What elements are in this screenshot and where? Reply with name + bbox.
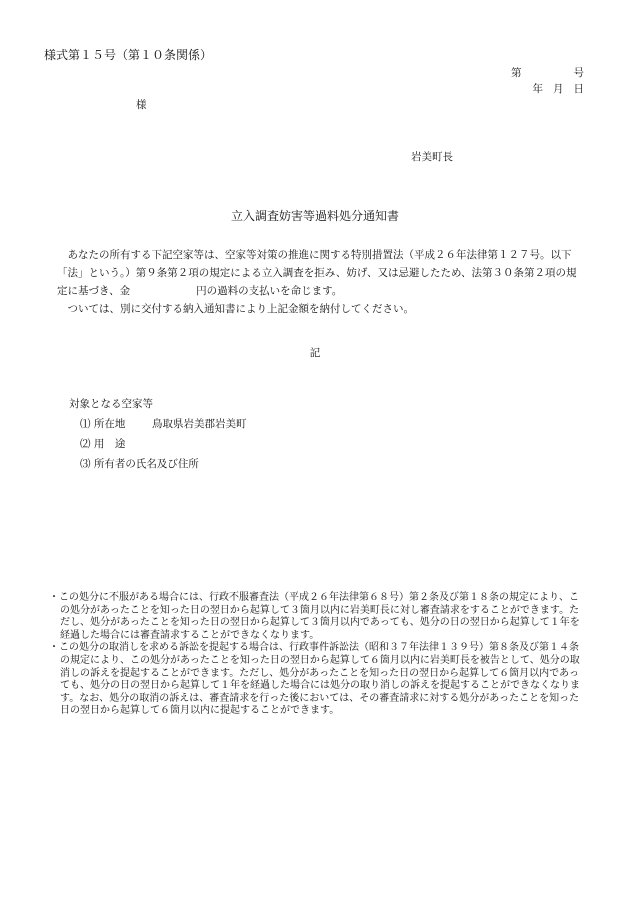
form-number: 様式第１５号（第１０条関係） xyxy=(44,48,213,62)
item-label: ⑵ 用 途 xyxy=(80,438,126,450)
note-administrative-appeal: ・この処分に不服がある場合には、行政不服審査法（平成２６年法律第６８号）第２条及び第１８条の規定により、この処分があったことを知った日の翌日から起算して３箇月以内に岩美町長に対し審査請求をすることができます。ただし、処分があったことを知った日の翌日から起算して３箇月以内であっても、処分の日の翌日から起算して１年を経過した場合には審査請求することができなくなります。 xyxy=(49,592,580,641)
issuer: 岩美町長 xyxy=(411,151,453,163)
note-litigation: ・この処分の取消しを求める訴訟を提起する場合は、行政事件訴訟法（昭和３７年法律１３９号）第８条及び第１４条の規定により、この処分があったことを知った日の翌日から起算して６箇月以内に岩美町長を被告として、処分の取消しの訴えを提起することができます。ただし、処分があったことを知った日の翌日から起算して６箇月以内であっても、処分の日の翌日から起算して１年を経過した場合には処分の取り消しの訴えを提起することができなくなります。なお、処分の取消の訴えは、審査請求を行った後においては、その審査請求に対する処分があったことを知った日の翌日から起算して６箇月以内に提起することができます。 xyxy=(49,642,580,717)
target-item-usage xyxy=(80,437,152,452)
number-prefix: 第 xyxy=(511,67,522,79)
target-item-location xyxy=(80,417,247,432)
issue-date xyxy=(533,82,585,97)
item-label: ⑶ 所有者の氏名及び住所 xyxy=(80,458,199,470)
body-paragraph-1 xyxy=(57,246,583,300)
date-month: 月 xyxy=(553,83,564,95)
item-value: 鳥取県岩美郡岩美町 xyxy=(152,418,247,430)
target-item-owner xyxy=(80,457,199,472)
target-heading: 対象となる空家等 xyxy=(69,398,153,410)
item-label: ⑴ 所在地 xyxy=(80,418,126,430)
date-year: 年 xyxy=(532,83,543,95)
body-paragraph-1-part-2: 円の過料の支払いを命じます。 xyxy=(196,285,343,297)
appeal-notes xyxy=(49,592,583,718)
addressee: 様 xyxy=(136,99,147,111)
document-title: 立入調査妨害等過料処分通知書 xyxy=(230,209,399,223)
document-number xyxy=(511,66,584,81)
body-paragraph-1-part-1: あなたの所有する下記空家等は、空家等対策の推進に関する特別措置法（平成２６年法律第１２７号。以下「法」という。）第９条第２項の規定による立入調査を拒み、妨げ、又は忌避したため、法第３０条第２項の規定に基づき、金 xyxy=(57,249,577,297)
body-paragraph-2: ついては、別に交付する納入通知書により上記金額を納付してください。 xyxy=(67,303,414,315)
notice-body xyxy=(57,246,583,318)
ki-heading: 記 xyxy=(309,347,321,359)
number-suffix: 号 xyxy=(573,67,584,79)
date-day: 日 xyxy=(573,83,584,95)
